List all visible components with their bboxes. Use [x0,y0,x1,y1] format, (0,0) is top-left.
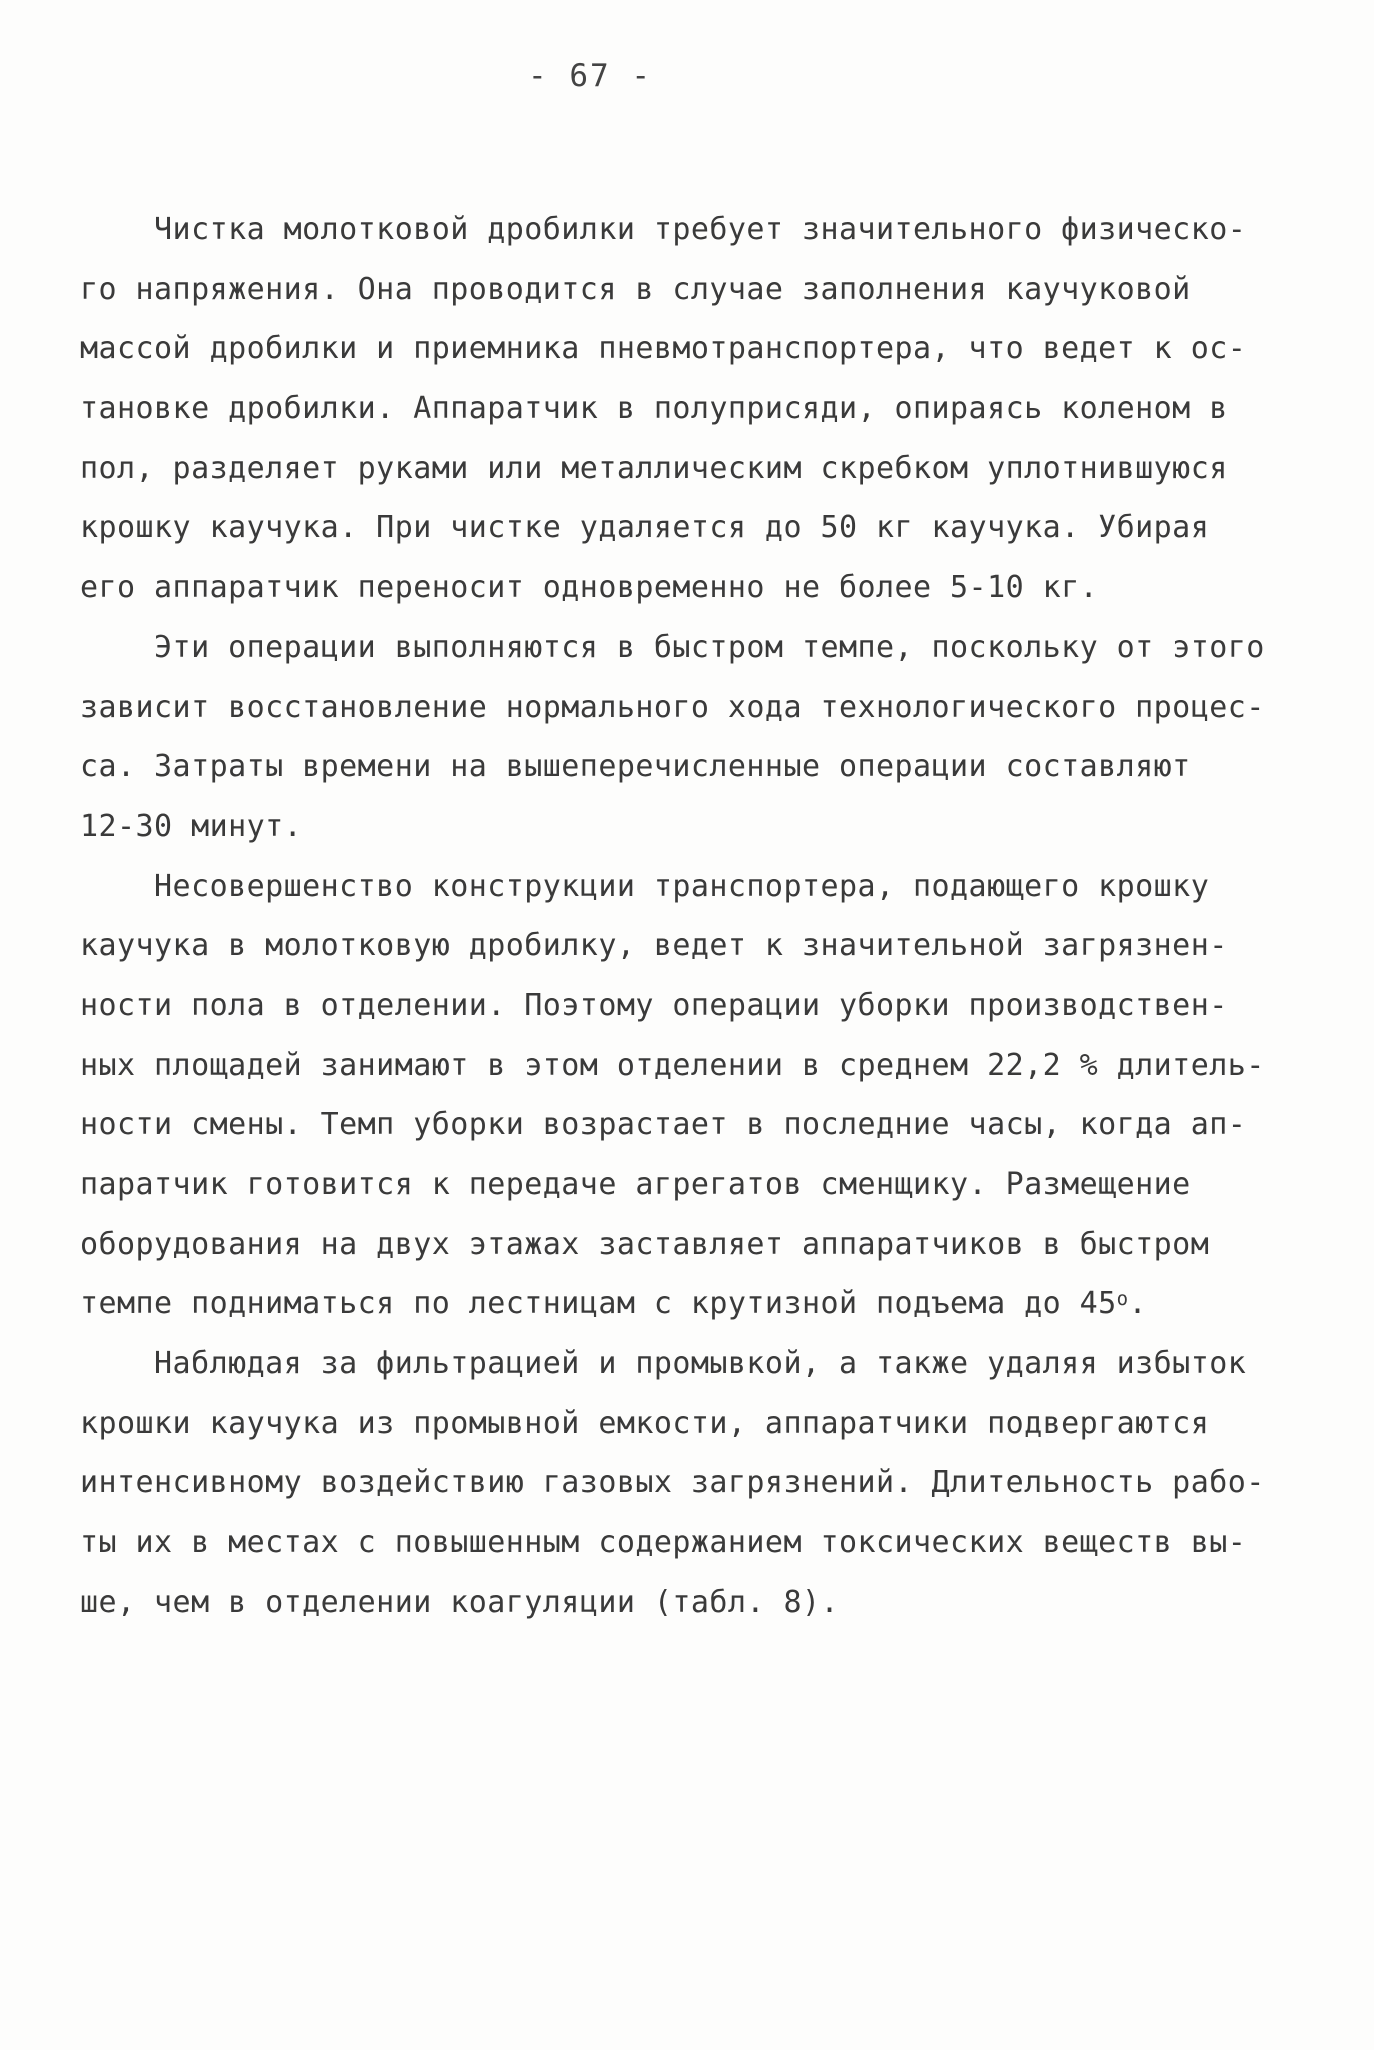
text-line-main: темпе подниматься по лестницам с крутизной подъема до 45 [80,1286,1117,1322]
text-line: са. Затраты времени на вышеперечисленные операции составляют [80,749,1191,785]
body-text [80,200,1280,1633]
text-line: его аппаратчик переносит одновременно не более 5-10 кг. [80,570,1099,606]
text-line: интенсивному воздействию газовых загрязнений. Длительность рабо- [80,1465,1265,1501]
text-line: ных площадей занимают в этом отделении в среднем 22,2 % длитель- [80,1047,1265,1083]
text-line: Эти операции выполняются в быстром темпе, поскольку от этого [80,629,1265,665]
page-number: - 67 - [528,58,652,94]
text-line: Несовершенство конструкции транспортера, подающего крошку [80,868,1210,904]
text-line: крошки каучука из промывной емкости, аппаратчики подвергаются [80,1405,1210,1441]
text-line: Наблюдая за фильтрацией и промывкой, а также удаляя избыток [80,1346,1247,1382]
text-line: оборудования на двух этажах заставляет аппаратчиков в быстром [80,1226,1210,1262]
text-line: зависит восстановление нормального хода технологического процес- [80,689,1265,725]
degree-superscript: о [1116,1288,1129,1311]
text-line: Чистка молотковой дробилки требует значительного физическо- [80,212,1247,247]
sentence-period: . [1128,1286,1148,1322]
text-line: каучука в молотковую дробилку, ведет к значительной загрязнен- [80,928,1228,964]
text-line: ности смены. Темп уборки возрастает в последние часы, когда ап- [80,1107,1247,1143]
text-line: 12-30 минут. [80,808,303,844]
text-line: тановке дробилки. Аппаратчик в полуприсяди, опираясь коленом в [80,391,1228,427]
text-line-with-degree [80,1274,1280,1334]
text-line: массой дробилки и приемника пневмотранспортера, что ведет к ос- [80,331,1247,367]
text-line: ше, чем в отделении коагуляции (табл. 8). [80,1584,839,1620]
text-line: пол, разделяет руками или металлическим скребком уплотнившуюся [80,450,1228,486]
text-line: крошку каучука. При чистке удаляется до 50 кг каучука. Убирая [80,510,1210,546]
text-line: го напряжения. Она проводится в случае заполнения каучуковой [80,271,1191,307]
text-line: ности пола в отделении. Поэтому операции уборки производствен- [80,987,1228,1023]
text-line: паратчик готовится к передаче агрегатов сменщику. Размещение [80,1167,1191,1202]
text-line: ты их в местах с повышенным содержанием токсических веществ вы- [80,1525,1247,1561]
